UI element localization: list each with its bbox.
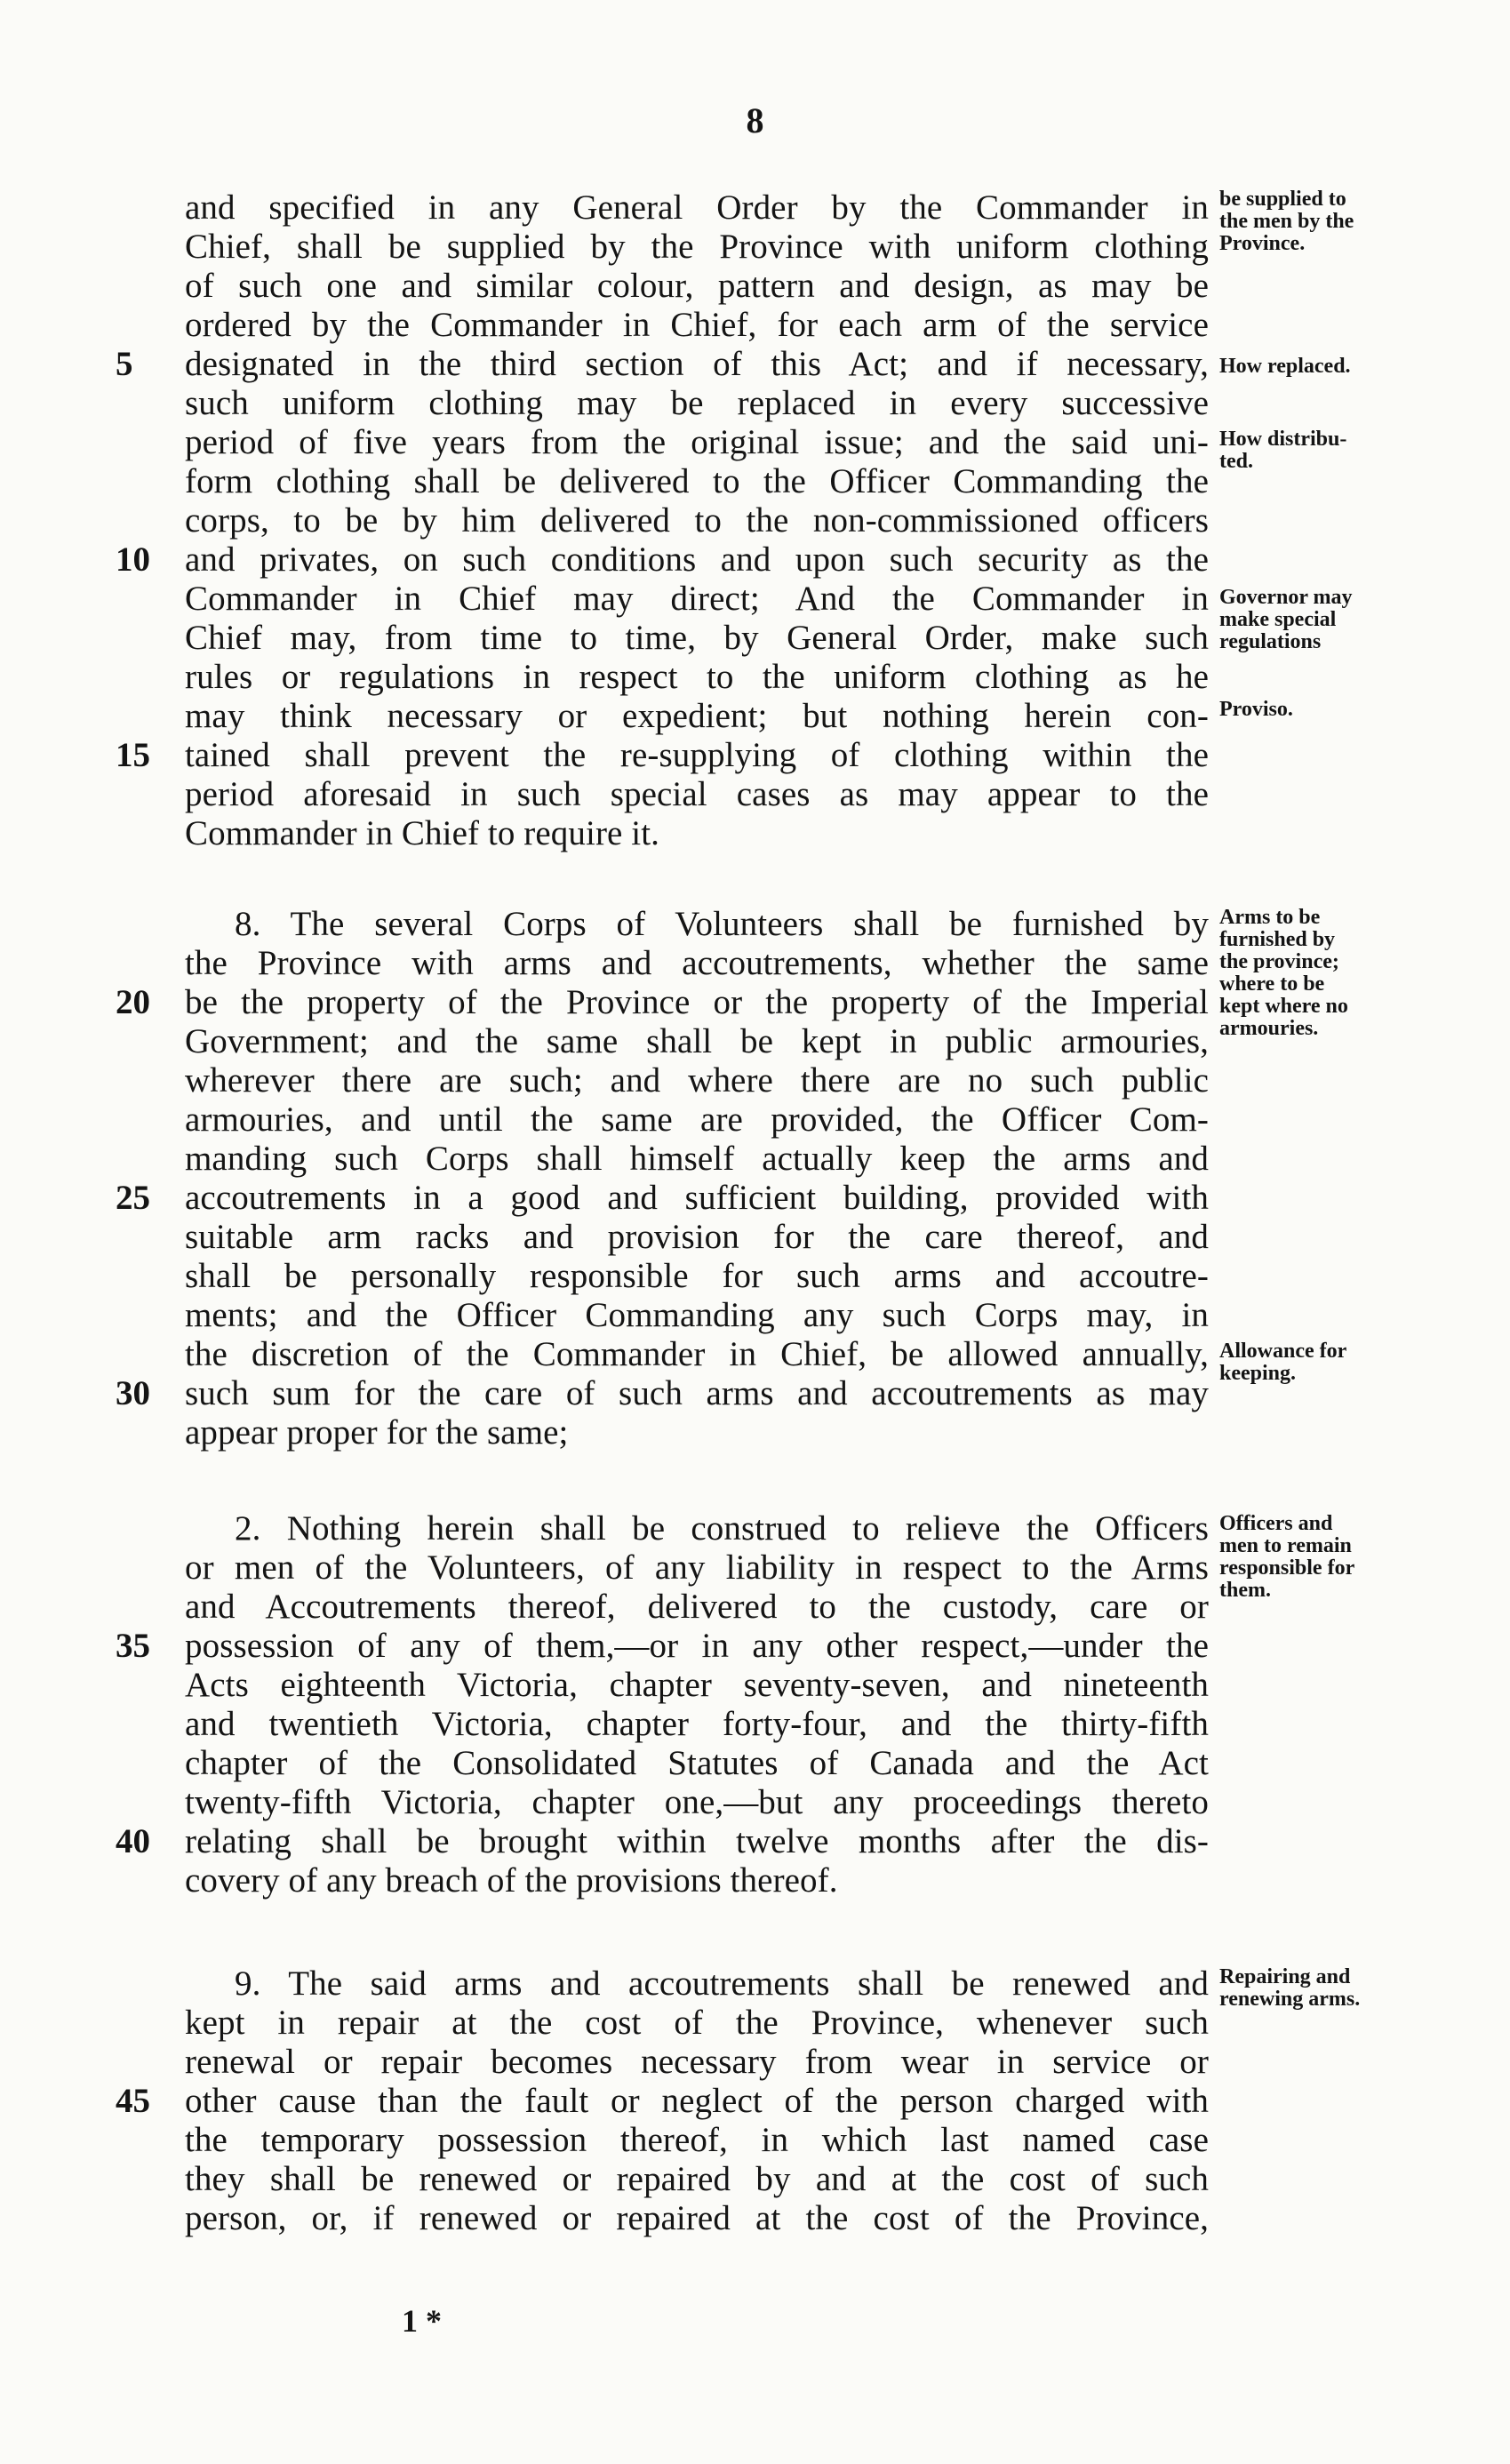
line-number: 45	[116, 2082, 150, 2120]
text-line: designated in the third section of this Act; and if necessary,	[185, 345, 1209, 383]
text-line: they shall be renewed or repaired by and at the cost of such	[185, 2160, 1209, 2198]
text-line: corps, to be by him delivered to the non-commissioned officers	[185, 501, 1209, 540]
text-line: armouries, and until the same are provided, the Officer Com-	[185, 1100, 1209, 1139]
text-line: Commander in Chief may direct; And the Commander in	[185, 580, 1209, 618]
margin-note: Governor may make special regulations	[1219, 586, 1353, 653]
text-line: suitable arm racks and provision for the care thereof, and	[185, 1218, 1209, 1256]
text-line: twenty-fifth Victoria, chapter one,—but any proceedings thereto	[185, 1783, 1209, 1821]
line-number: 35	[116, 1627, 150, 1665]
line-number: 20	[116, 983, 150, 1021]
text-line: and specified in any General Order by the Commander in	[185, 188, 1209, 227]
text-line: and twentieth Victoria, chapter forty-four, and the thirty-fifth	[185, 1705, 1209, 1743]
text-line: period of five years from the original issue; and the said uni-	[185, 423, 1209, 461]
line-number: 40	[116, 1822, 150, 1860]
line-number: 5	[116, 345, 133, 383]
text-line: wherever there are such; and where there are no such public	[185, 1061, 1209, 1100]
text-line: ordered by the Commander in Chief, for each arm of the service	[185, 306, 1209, 344]
text-line: other cause than the fault or neglect of the person charged with	[185, 2082, 1209, 2120]
text-line: accoutrements in a good and sufficient building, provided with	[185, 1179, 1209, 1217]
margin-note: Proviso.	[1219, 698, 1293, 721]
text-line: possession of any of them,—or in any other respect,—under the	[185, 1627, 1209, 1665]
margin-note: Repairing and renewing arms.	[1219, 1965, 1361, 2011]
text-line: ments; and the Officer Commanding any such Corps may, in	[185, 1296, 1209, 1334]
margin-note: Arms to be furnished by the province; where to be kept where no armouries.	[1219, 906, 1348, 1040]
line-number: 15	[116, 736, 150, 774]
text-line: appear proper for the same;	[185, 1413, 569, 1452]
page-number: 8	[746, 100, 764, 140]
line-number: 25	[116, 1179, 150, 1217]
text-line: 2. Nothing herein shall be construed to relieve the Officers	[235, 1509, 1209, 1548]
text-line: the Province with arms and accoutrements, whether the same	[185, 944, 1209, 982]
text-line: such sum for the care of such arms and accoutrements as may	[185, 1374, 1209, 1412]
text-line: Chief may, from time to time, by General Order, make such	[185, 619, 1209, 657]
text-line: the temporary possession thereof, in which last named case	[185, 2121, 1209, 2159]
text-line: chapter of the Consolidated Statutes of Canada and the Act	[185, 1744, 1209, 1782]
text-line: or men of the Volunteers, of any liability in respect to the Arms	[185, 1548, 1209, 1587]
margin-note: How replaced.	[1219, 355, 1351, 378]
text-line: may think necessary or expedient; but nothing herein con-	[185, 697, 1209, 735]
line-number: 30	[116, 1374, 150, 1412]
text-line: manding such Corps shall himself actually keep the arms and	[185, 1140, 1209, 1178]
margin-note: Officers and men to remain responsible for them.	[1219, 1512, 1355, 1602]
text-line: renewal or repair becomes necessary from wear in service or	[185, 2043, 1209, 2081]
text-line: covery of any breach of the provisions thereof.	[185, 1861, 838, 1900]
text-line: kept in repair at the cost of the Province, whenever such	[185, 2004, 1209, 2042]
text-line: shall be personally responsible for such arms and accoutre-	[185, 1257, 1209, 1295]
text-line: tained shall prevent the re-supplying of clothing within the	[185, 736, 1209, 774]
signature-mark: 1 *	[402, 2303, 442, 2339]
text-line: 8. The several Corps of Volunteers shall be furnished by	[235, 905, 1209, 943]
margin-note: How distribu- ted.	[1219, 428, 1347, 473]
text-line: and Accoutrements thereof, delivered to the custody, care or	[185, 1588, 1209, 1626]
text-line: Chief, shall be supplied by the Province with uniform clothing	[185, 228, 1209, 266]
text-line: the discretion of the Commander in Chief, be allowed annually,	[185, 1335, 1209, 1373]
text-line: relating shall be brought within twelve months after the dis-	[185, 1822, 1209, 1860]
text-line: of such one and similar colour, pattern and design, as may be	[185, 267, 1209, 305]
text-line: Government; and the same shall be kept in public armouries,	[185, 1022, 1209, 1060]
text-line: Commander in Chief to require it.	[185, 814, 660, 852]
text-line: and privates, on such conditions and upon such security as the	[185, 540, 1209, 579]
text-line: such uniform clothing may be replaced in every successive	[185, 384, 1209, 422]
text-line: be the property of the Province or the property of the Imperial	[185, 983, 1209, 1021]
margin-note: be supplied to the men by the Province.	[1219, 188, 1354, 255]
text-line: Acts eighteenth Victoria, chapter seventy-seven, and nineteenth	[185, 1666, 1209, 1704]
margin-note: Allowance for keeping.	[1219, 1340, 1347, 1385]
text-line: 9. The said arms and accoutrements shall be renewed and	[235, 1964, 1209, 2003]
text-line: person, or, if renewed or repaired at the cost of the Province,	[185, 2199, 1209, 2237]
text-line: period aforesaid in such special cases as may appear to the	[185, 775, 1209, 813]
text-line: rules or regulations in respect to the uniform clothing as he	[185, 658, 1209, 696]
text-line: form clothing shall be delivered to the Officer Commanding the	[185, 462, 1209, 500]
line-number: 10	[116, 540, 150, 579]
